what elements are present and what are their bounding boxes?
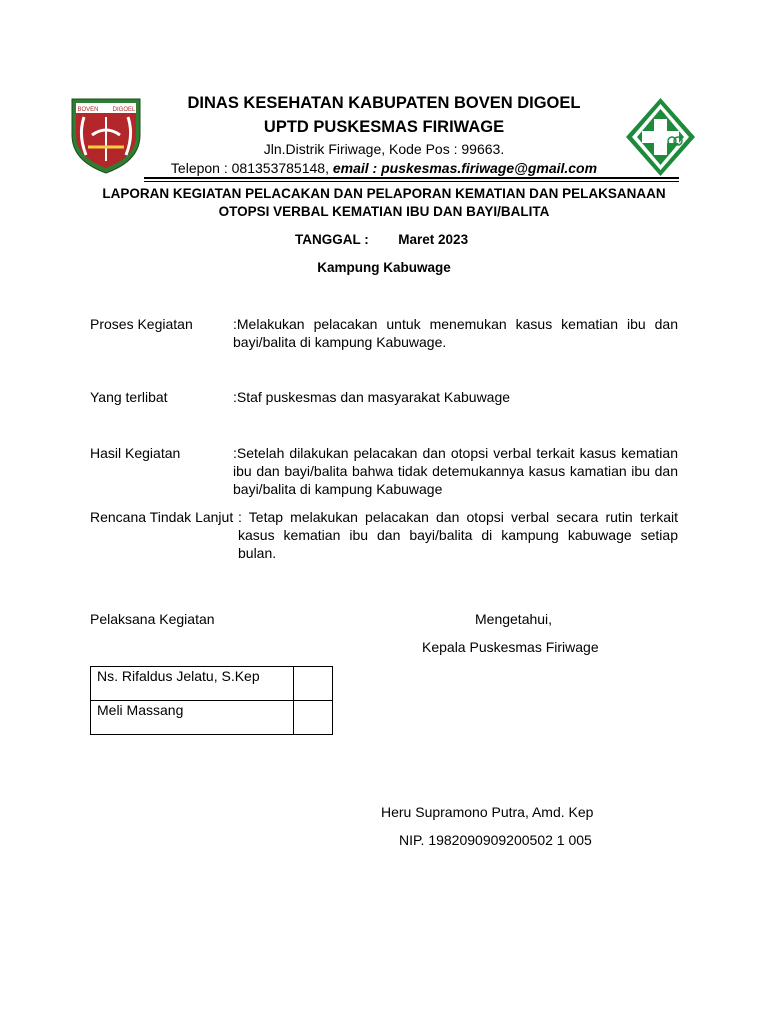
field-label-terlibat: Yang terlibat: [90, 389, 168, 405]
executor-heading: Pelaksana Kegiatan: [90, 611, 215, 627]
crest-text-digoel: DIGOEL: [112, 107, 136, 113]
signature-cell-1: [294, 667, 333, 701]
date-row: [295, 232, 468, 247]
phone-text: Telepon : 081353785148,: [170, 160, 329, 176]
table-row: [91, 667, 333, 701]
field-value-hasil: :Setelah dilakukan pelacakan dan otopsi verbal terkait kasus kematian ibu dan bayi/balita bahwa tidak detemukannya kasus kamatian ibu dan bayi/balita di kampung Kabuwage: [233, 445, 678, 497]
email-text: email : puskesmas.firiwage@gmail.com: [332, 160, 598, 176]
boven-digoel-crest-logo: [68, 95, 144, 175]
executor-name-2: Meli Massang: [91, 701, 294, 735]
crest-text-boven: BOVEN: [77, 107, 99, 113]
field-value-terlibat: :Staf puskesmas dan masyarakat Kabuwage: [233, 389, 511, 405]
org-name-line2: UPTD PUSKESMAS FIRIWAGE: [263, 118, 505, 136]
head-title: Kepala Puskesmas Firiwage: [422, 639, 599, 655]
field-value-proses: :Melakukan pelacakan untuk menemukan kasus kematian ibu dan bayi/balita di kampung Kabuwage.: [233, 316, 678, 350]
head-name: Heru Supramono Putra, Amd. Kep: [381, 804, 594, 820]
field-value-rencana-wrap: [238, 508, 678, 562]
field-label-hasil: Hasil Kegiatan: [90, 445, 181, 461]
report-title-line1: LAPORAN KEGIATAN PELACAKAN DAN PELAPORAN KEMATIAN DAN PELAKSANAAN: [102, 186, 666, 201]
date-label: TANGGAL :: [295, 232, 369, 247]
signature-cell-2: [294, 701, 333, 735]
contact-line: [150, 160, 618, 176]
table-row: [91, 701, 333, 735]
field-label-proses: Proses Kegiatan: [90, 316, 193, 332]
header-divider-thick: [144, 177, 679, 179]
org-name-line1: DINAS KESEHATAN KABUPATEN BOVEN DIGOEL: [187, 94, 581, 112]
field-value-rencana: : Tetap melakukan pelacakan dan otopsi verbal secara rutin terkait kasus kematian ibu dan bayi/balita di kampung kabuwage setiap bulan.: [238, 509, 678, 561]
address-line: Jln.Distrik Firiwage, Kode Pos : 99663.: [263, 141, 505, 157]
date-value: Maret 2023: [398, 232, 469, 247]
field-label-rencana: Rencana Tindak Lanjut: [90, 509, 234, 525]
executor-signature-table: [90, 666, 333, 735]
executor-name-1: Ns. Rifaldus Jelatu, S.Kep: [91, 667, 294, 701]
header-divider-thin: [144, 181, 679, 182]
head-nip: NIP. 1982090909200502 1 005: [399, 832, 592, 848]
report-title-line2: OTOPSI VERBAL KEMATIAN IBU DAN BAYI/BALITA: [218, 204, 550, 219]
puskesmas-logo: [623, 95, 698, 179]
acknowledge-heading: Mengetahui,: [475, 611, 553, 627]
location-title: Kampung Kabuwage: [317, 260, 451, 275]
